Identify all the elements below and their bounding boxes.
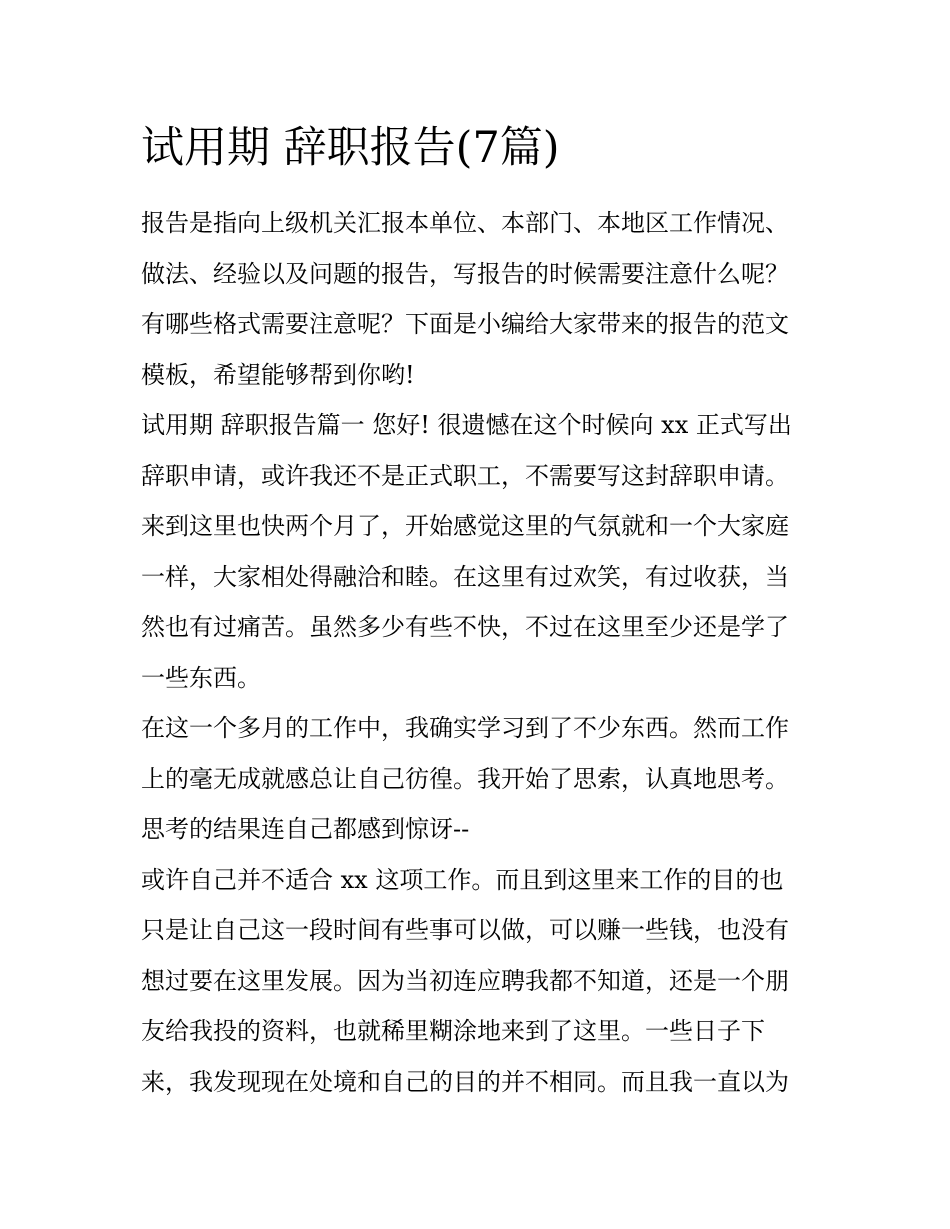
- text-line: 辞职申请，或许我还不是正式职工，不需要写这封辞职申请。: [141, 461, 789, 490]
- text-line: 一些东西。: [141, 663, 261, 692]
- text-line: 上的毫无成就感总让自己彷徨。我开始了思索，认真地思考。: [141, 764, 789, 793]
- text-line: 报告是指向上级机关汇报本单位、本部门、本地区工作情况、: [141, 209, 789, 237]
- text-line: 来，我发现现在处境和自己的目的并不相同。而且我一直以为: [141, 1067, 789, 1096]
- text-line: 有哪些格式需要注意呢？下面是小编给大家带来的报告的范文: [141, 310, 789, 338]
- text-line: 然也有过痛苦。虽然多少有些不快，不过在这里至少还是学了: [141, 613, 789, 641]
- text-line: 想过要在这里发展。因为当初连应聘我都不知道，还是一个朋: [141, 966, 789, 995]
- document-title: 试用期 辞职报告(7篇): [141, 123, 560, 173]
- text-line: 一样，大家相处得融洽和睦。在这里有过欢笑，有过收获，当: [141, 562, 789, 591]
- text-line: 模板，希望能够帮到你哟!: [141, 360, 415, 389]
- text-line: 做法、经验以及问题的报告，写报告的时候需要注意什么呢？: [141, 259, 789, 288]
- text-line: 来到这里也快两个月了，开始感觉这里的气氛就和一个大家庭: [141, 512, 789, 540]
- text-line: 试用期 辞职报告篇一 您好! 很遗憾在这个时候向 xx 正式写出: [141, 411, 792, 439]
- text-line: 只是让自己这一段时间有些事可以做，可以赚一些钱，也没有: [141, 916, 789, 944]
- text-line: 友给我投的资料，也就稀里糊涂地来到了这里。一些日子下: [141, 1017, 765, 1045]
- text-line: 思考的结果连自己都感到惊讶--: [141, 815, 470, 843]
- text-line: 在这一个多月的工作中，我确实学习到了不少东西。然而工作: [141, 714, 789, 742]
- document-body: [141, 198, 821, 1107]
- text-line: 或许自己并不适合 xx 这项工作。而且到这里来工作的目的也: [141, 865, 784, 894]
